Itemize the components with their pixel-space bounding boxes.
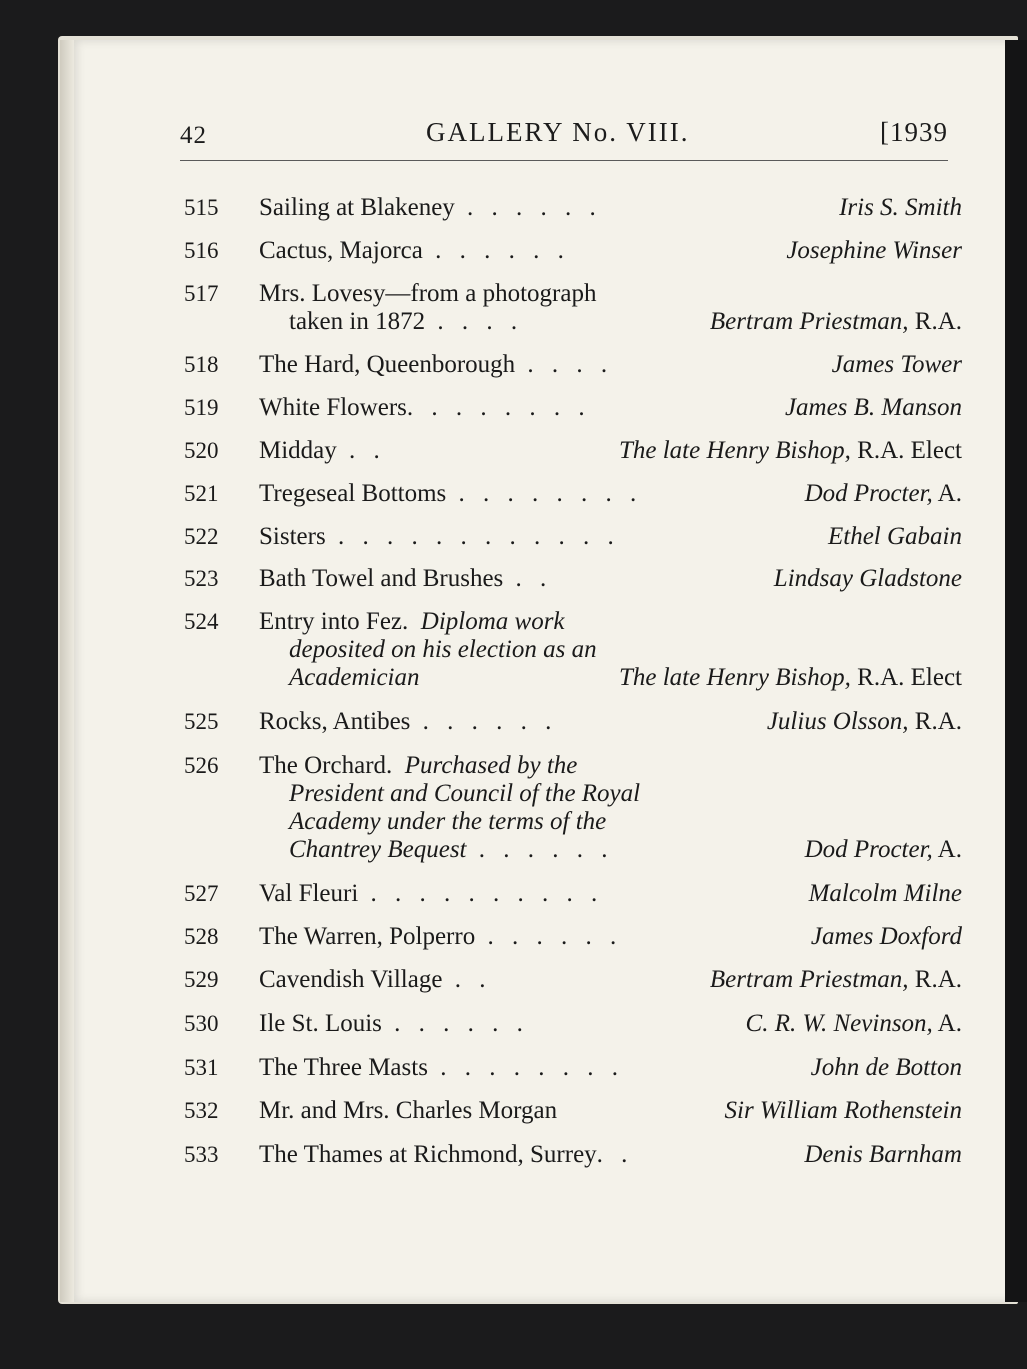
entry-title: The Thames at Richmond, Surrey. .: [259, 1141, 634, 1168]
catalogue-entry: [184, 1054, 962, 1082]
catalogue-entry: [184, 880, 962, 908]
entry-title: The Hard, Queenborough . . . .: [259, 351, 614, 378]
entry-number: 524: [184, 609, 219, 634]
entry-artist: James Doxford: [810, 923, 962, 950]
entry-number: 532: [184, 1098, 219, 1123]
entry-title: The Orchard. Purchased by the: [259, 752, 578, 779]
catalogue-entry: [184, 1141, 962, 1169]
entry-title: The Three Masts . . . . . . . .: [259, 1054, 624, 1081]
entry-number: 527: [184, 881, 219, 906]
entry-number: 528: [184, 924, 219, 949]
entry-artist: Ethel Gabain: [827, 523, 962, 550]
entry-artist: C. R. W. Nevinson, A.: [745, 1010, 962, 1037]
catalogue-entry: [184, 708, 962, 736]
entry-note-continued: deposited on his election as an: [289, 636, 597, 663]
entry-artist: Dod Procter, A.: [804, 480, 962, 507]
entry-artist: Sir William Rothenstein: [724, 1097, 962, 1124]
entry-title: Entry into Fez. Diploma work: [259, 608, 565, 635]
entry-title: Sisters . . . . . . . . . . . .: [259, 523, 620, 550]
entry-note-continued: Academy under the terms of the: [289, 808, 607, 835]
catalogue-entry: [184, 280, 962, 336]
gallery-title: GALLERY No. VIII.: [426, 117, 690, 147]
catalogue-entry: [184, 608, 962, 692]
page-number: 42: [180, 122, 207, 149]
catalogue-entry: [184, 923, 962, 951]
entry-note: Diploma work: [420, 608, 565, 635]
entry-number: 533: [184, 1142, 219, 1167]
entry-artist: Bertram Priestman, R.A.: [709, 308, 962, 335]
entry-artist: Denis Barnham: [804, 1141, 962, 1168]
entry-title: Mrs. Lovesy—from a photograph: [259, 280, 597, 307]
entry-number: 523: [184, 566, 219, 591]
entry-title-continued: taken in 1872 . . . .: [289, 308, 524, 335]
catalogue-year: [1939: [880, 117, 948, 147]
entry-number: 522: [184, 524, 219, 549]
entry-artist: Lindsay Gladstone: [773, 565, 962, 592]
catalogue-entry: [184, 752, 962, 864]
entry-number: 515: [184, 195, 219, 220]
catalogue-entry: [184, 523, 962, 551]
entry-artist: James Tower: [831, 351, 962, 378]
catalogue-entry: [184, 966, 962, 994]
entry-artist: The late Henry Bishop, R.A. Elect: [618, 664, 962, 691]
entry-number: 525: [184, 709, 219, 734]
entry-title: Cavendish Village . .: [259, 966, 492, 993]
leader-dots: . .: [442, 966, 492, 993]
entry-artist: James B. Manson: [784, 394, 962, 421]
entry-number: 526: [184, 753, 219, 778]
entry-number: 520: [184, 438, 219, 463]
leader-dots: . . . . . . . .: [427, 1054, 624, 1081]
entry-number: 531: [184, 1055, 219, 1080]
entry-title: Ile St. Louis . . . . . .: [259, 1010, 529, 1037]
leader-dots: . . . . . . . .: [446, 480, 643, 507]
entry-artist: John de Botton: [810, 1054, 962, 1081]
entry-title: The Warren, Polperro . . . . . .: [259, 923, 623, 950]
entry-number: 516: [184, 238, 219, 263]
entry-artist: Iris S. Smith: [839, 194, 962, 221]
entry-number: 519: [184, 395, 219, 420]
leader-dots: . . . . . . . . . .: [358, 880, 604, 907]
catalogue-entry: [184, 565, 962, 593]
catalogue-entry: [184, 437, 962, 465]
leader-dots: . . . . . .: [381, 1010, 529, 1037]
catalogue-entry: [184, 1010, 962, 1038]
entry-number: 517: [184, 281, 219, 306]
entry-title: Bath Towel and Brushes . .: [259, 565, 553, 592]
catalogue-entry: [184, 194, 962, 222]
entry-title: White Flowers. . . . . . . .: [259, 394, 591, 421]
catalogue-entry: [184, 351, 962, 379]
background-strip: [1005, 40, 1027, 1302]
entry-title: Tregeseal Bottoms . . . . . . . .: [259, 480, 643, 507]
entry-title: Midday . .: [259, 437, 386, 464]
catalogue-entry: [184, 237, 962, 265]
entry-number: 529: [184, 967, 219, 992]
catalogue-entry: [184, 394, 962, 422]
leader-dots: . . . . . .: [475, 923, 623, 950]
entry-title: Cactus, Majorca . . . . . .: [259, 237, 570, 264]
leader-dots: . . . . . . . . . . . .: [325, 523, 620, 550]
leader-dots: . .: [336, 437, 386, 464]
leader-dots: . .: [503, 565, 553, 592]
entry-title: Val Fleuri . . . . . . . . . .: [259, 880, 604, 907]
entry-number: 521: [184, 481, 219, 506]
entry-artist: Dod Procter, A.: [804, 836, 962, 863]
catalogue-entry: [184, 480, 962, 508]
entry-number: 530: [184, 1011, 219, 1036]
entry-title: Rocks, Antibes . . . . . .: [259, 708, 558, 735]
entry-artist: Josephine Winser: [786, 237, 962, 264]
leader-dots: . . . .: [515, 351, 614, 378]
leader-dots: . . . . . .: [422, 237, 570, 264]
entry-note-continued: Academician: [289, 664, 420, 691]
leader-dots: . . . . . .: [466, 836, 614, 863]
entry-artist: Malcolm Milne: [808, 880, 962, 907]
leader-dots: . . . .: [425, 308, 524, 335]
entry-title: Sailing at Blakeney . . . . . .: [259, 194, 602, 221]
entry-note-continued: President and Council of the Royal: [289, 780, 641, 807]
page-binding-shadow: [60, 40, 74, 1302]
entry-note: Purchased by the: [404, 752, 578, 779]
header-rule: [180, 160, 948, 161]
entry-number: 518: [184, 352, 219, 377]
entry-note-continued: Chantrey Bequest . . . . . .: [289, 836, 614, 863]
leader-dots: . . . . . . . .: [406, 394, 591, 421]
entry-artist: Julius Olsson, R.A.: [766, 708, 962, 735]
leader-dots: . . . . . .: [410, 708, 558, 735]
leader-dots: . . . . . .: [454, 194, 602, 221]
entry-artist: Bertram Priestman, R.A.: [709, 966, 962, 993]
leader-dots: . .: [596, 1141, 634, 1168]
entry-title: Mr. and Mrs. Charles Morgan: [259, 1097, 558, 1124]
entry-artist: The late Henry Bishop, R.A. Elect: [618, 437, 962, 464]
running-header: [180, 112, 948, 152]
catalogue-entry: [184, 1097, 962, 1125]
